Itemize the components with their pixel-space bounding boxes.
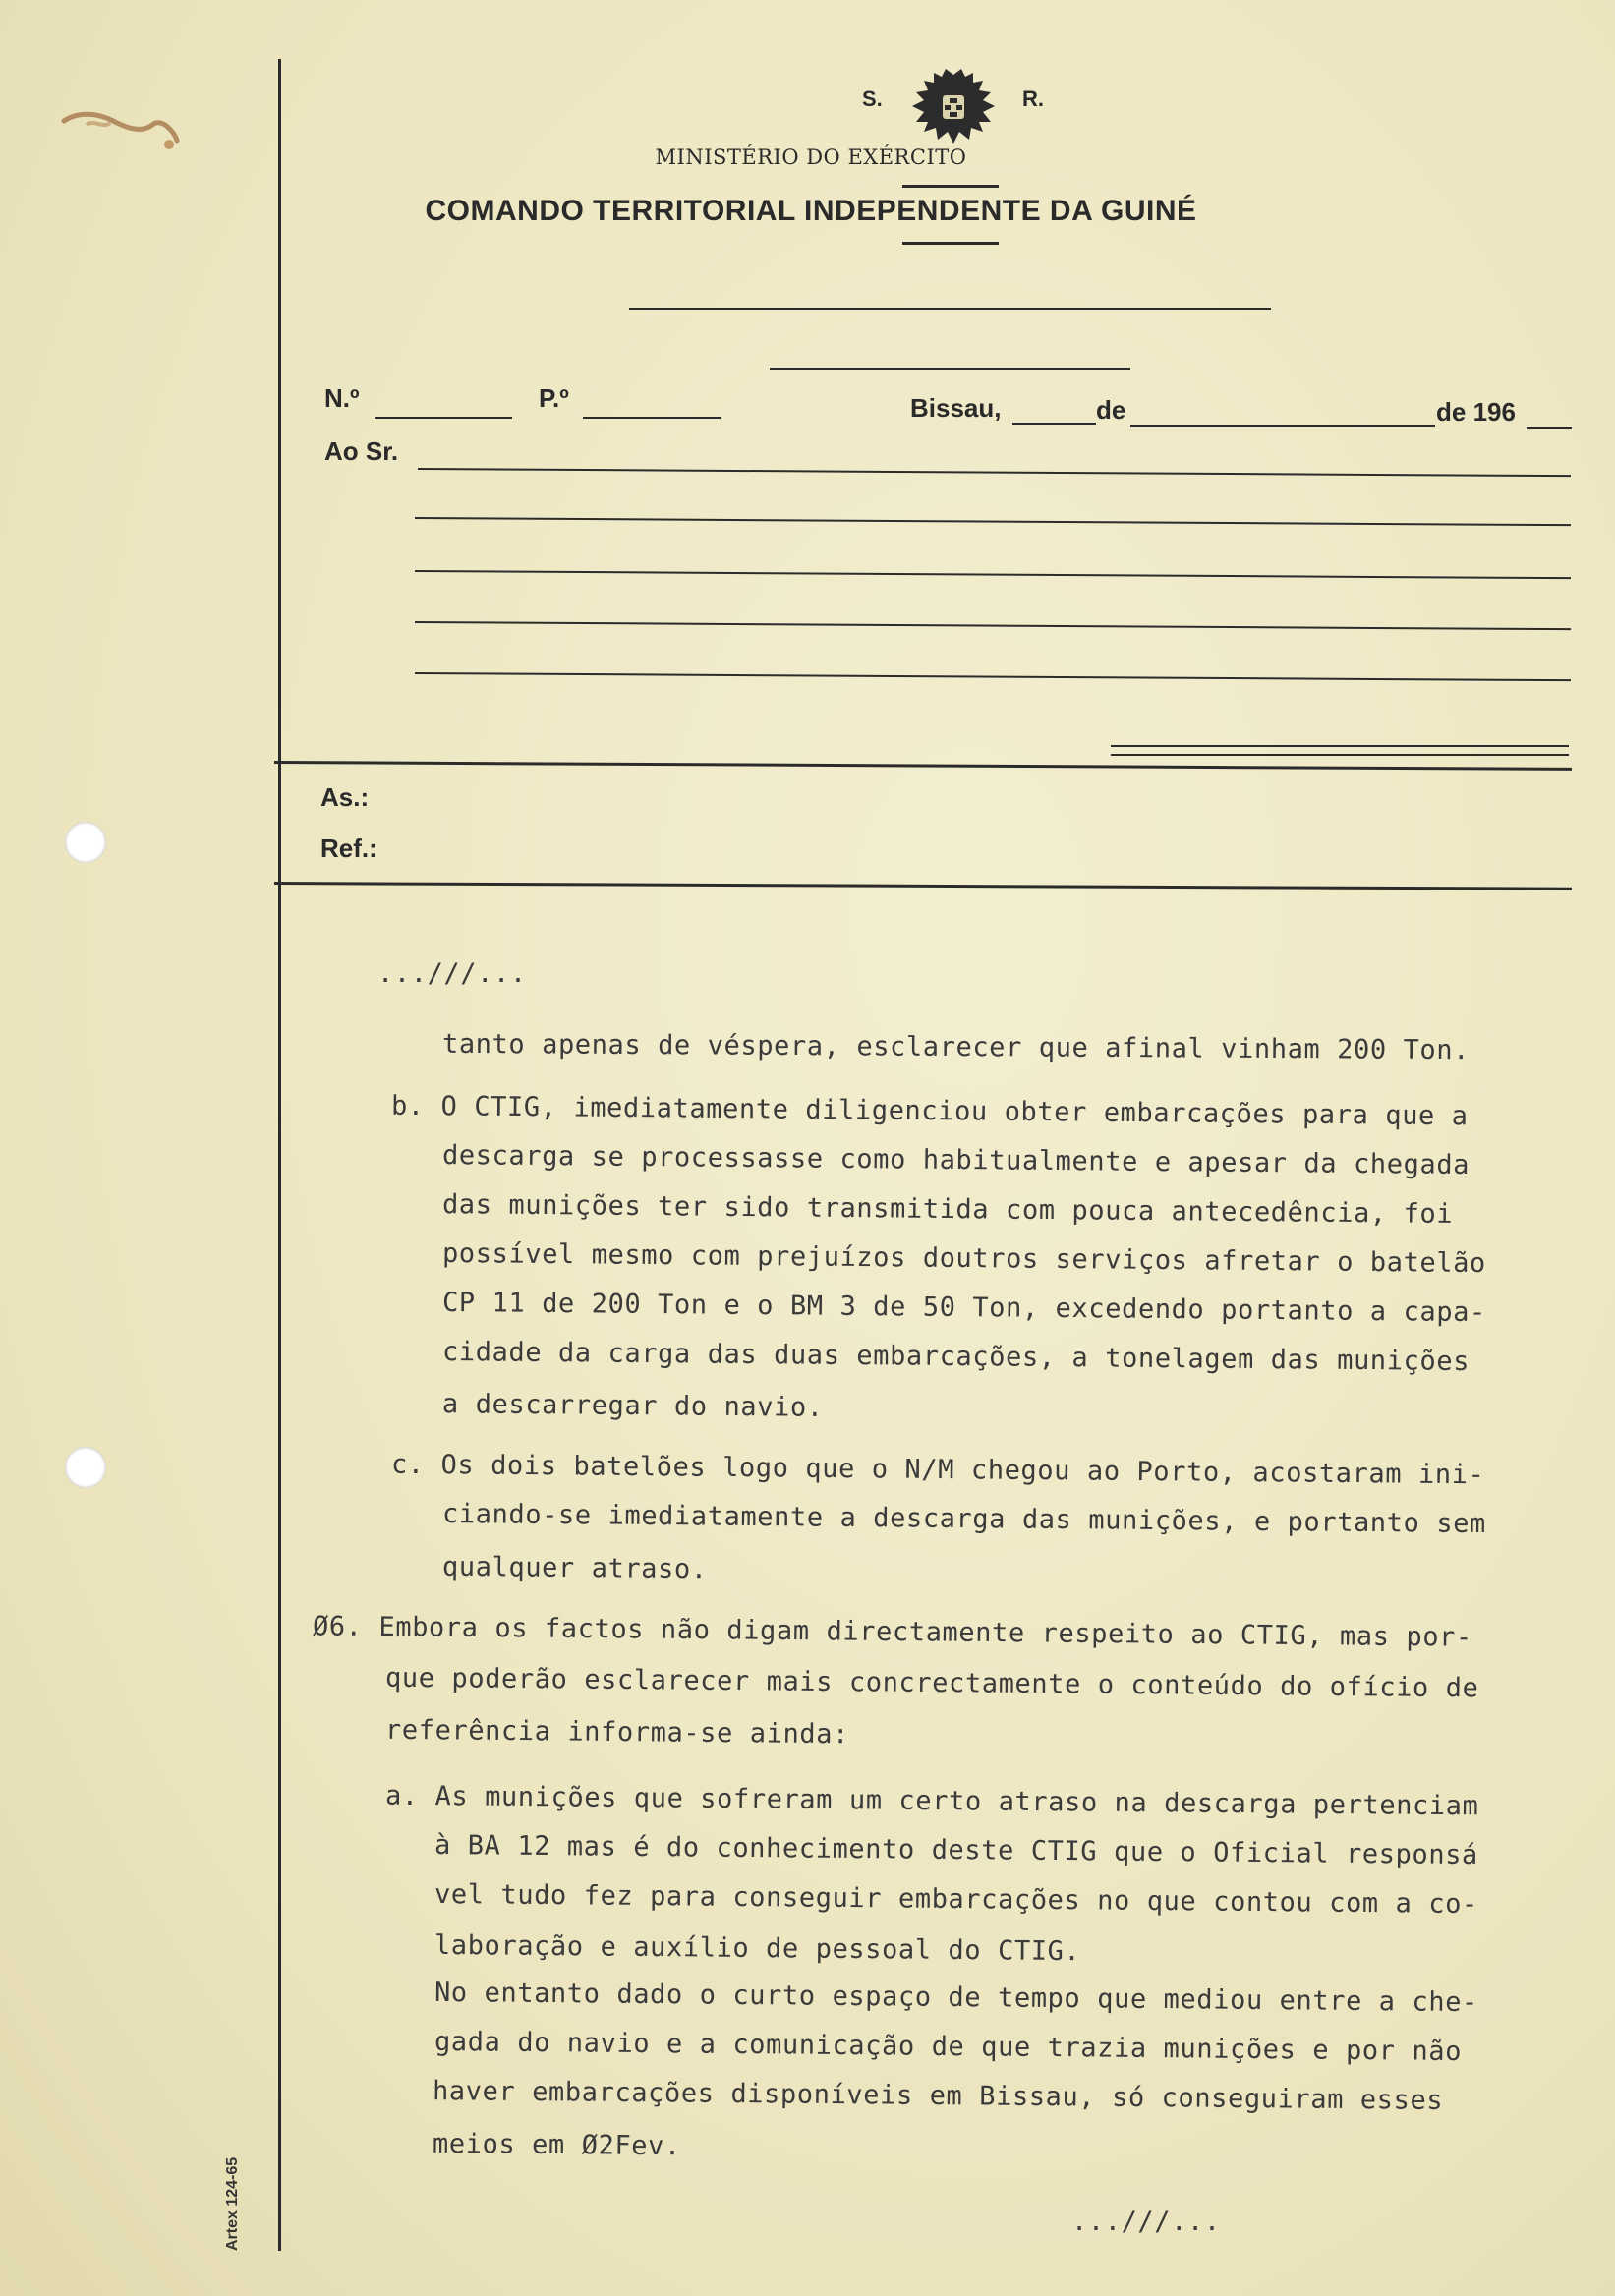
ministry-underline bbox=[902, 185, 999, 188]
month-field-line bbox=[1130, 425, 1435, 427]
header-blank-line-1 bbox=[629, 308, 1271, 310]
double-rule-top bbox=[1111, 745, 1569, 747]
process-label: P.º bbox=[539, 383, 569, 413]
double-rule-bottom bbox=[1111, 754, 1569, 756]
body-line: cidade da carga das duas embarcações, a tonelagem das munições bbox=[441, 1336, 1471, 1378]
body-line: laboração e auxílio de pessoal do CTIG. bbox=[433, 1929, 1081, 1968]
body-line: No entanto dado o curto espaço de tempo que mediou entre a che- bbox=[433, 1977, 1479, 2019]
command-underline bbox=[902, 242, 999, 245]
city-label: Bissau, bbox=[910, 393, 1002, 423]
de-label-2: de 196 bbox=[1436, 397, 1516, 427]
body-line: ciando-se imediatamente a descarga das munições, e portanto sem bbox=[441, 1498, 1487, 1540]
body-line: Ø6. Embora os factos não digam directamente respeito ao CTIG, mas por- bbox=[312, 1611, 1473, 1653]
body-line: à BA 12 mas é do conhecimento deste CTIG que o Oficial responsá bbox=[433, 1829, 1479, 1871]
body-line: c. Os dois batelões logo que o N/M chegou ao Porto, acostaram ini- bbox=[390, 1449, 1485, 1491]
punch-hole-top bbox=[65, 822, 106, 863]
printer-mark: Artex 124-65 bbox=[224, 2156, 241, 2251]
letterhead-right-initial: R. bbox=[1022, 86, 1044, 111]
continuation-top: ...///... bbox=[377, 958, 527, 989]
margin-line bbox=[278, 59, 281, 2251]
addressee-line-1 bbox=[418, 468, 1571, 477]
body-line: a descarregar do navio. bbox=[441, 1389, 824, 1423]
body-line: vel tudo fez para conseguir embarcações no que contou com a co- bbox=[433, 1878, 1479, 1921]
number-field-line bbox=[375, 417, 512, 419]
reference-label: Ref.: bbox=[320, 833, 377, 863]
punch-hole-bottom bbox=[65, 1447, 106, 1488]
addressee-label: Ao Sr. bbox=[324, 436, 399, 466]
ministry-name: MINISTÉRIO DO EXÉRCITO bbox=[655, 145, 967, 169]
body-line: a. As munições que sofreram um certo atraso na descarga pertenciam bbox=[384, 1780, 1479, 1822]
addressee-line-3 bbox=[415, 570, 1571, 579]
body-line: possível mesmo com prejuízos doutros serviços afretar o batelão bbox=[441, 1237, 1487, 1280]
addressee-line-4 bbox=[415, 621, 1571, 630]
body-line: CP 11 de 200 Ton e o BM 3 de 50 Ton, excedendo portanto a capa- bbox=[441, 1287, 1487, 1329]
body-line: meios em Ø2Fev. bbox=[432, 2128, 681, 2162]
header-blank-line-2 bbox=[770, 368, 1130, 370]
addressee-line-5 bbox=[415, 672, 1571, 681]
process-field-line bbox=[583, 417, 721, 419]
body-line: que poderão esclarecer mais concrectamente o conteúdo do ofício de bbox=[384, 1662, 1479, 1704]
coat-of-arms-icon bbox=[904, 67, 1003, 145]
day-field-line bbox=[1012, 423, 1096, 425]
letterhead-left-initial: S. bbox=[862, 86, 883, 111]
subject-label: As.: bbox=[320, 782, 370, 812]
body-line: das munições ter sido transmitida com pouca antecedência, foi bbox=[441, 1189, 1454, 1230]
continuation-bottom: ...///... bbox=[1071, 2207, 1221, 2237]
de-label-1: de bbox=[1096, 395, 1126, 425]
body-line: qualquer atraso. bbox=[441, 1551, 708, 1585]
body-section-rule bbox=[274, 882, 1572, 890]
body-line: gada do navio e a comunicação de que trazia munições e por não bbox=[433, 2026, 1463, 2068]
addressee-line-2 bbox=[415, 517, 1571, 526]
body-line: tanto apenas de véspera, esclarecer que afinal vinham 200 Ton. bbox=[441, 1028, 1471, 1066]
number-label: N.º bbox=[324, 383, 360, 413]
body-line: descarga se processasse como habitualmente e apesar da chegada bbox=[441, 1139, 1471, 1181]
body-line: b. O CTIG, imediatamente diligenciou obter embarcações para que a bbox=[390, 1090, 1469, 1132]
year-field-line bbox=[1527, 427, 1572, 429]
subject-section-rule bbox=[274, 761, 1572, 771]
body-line: haver embarcações disponíveis em Bissau, só conseguiram esses bbox=[432, 2076, 1444, 2116]
command-name: COMANDO TERRITORIAL INDEPENDENTE DA GUINÉ bbox=[425, 195, 1197, 227]
body-line: referência informa-se ainda: bbox=[384, 1714, 850, 1751]
